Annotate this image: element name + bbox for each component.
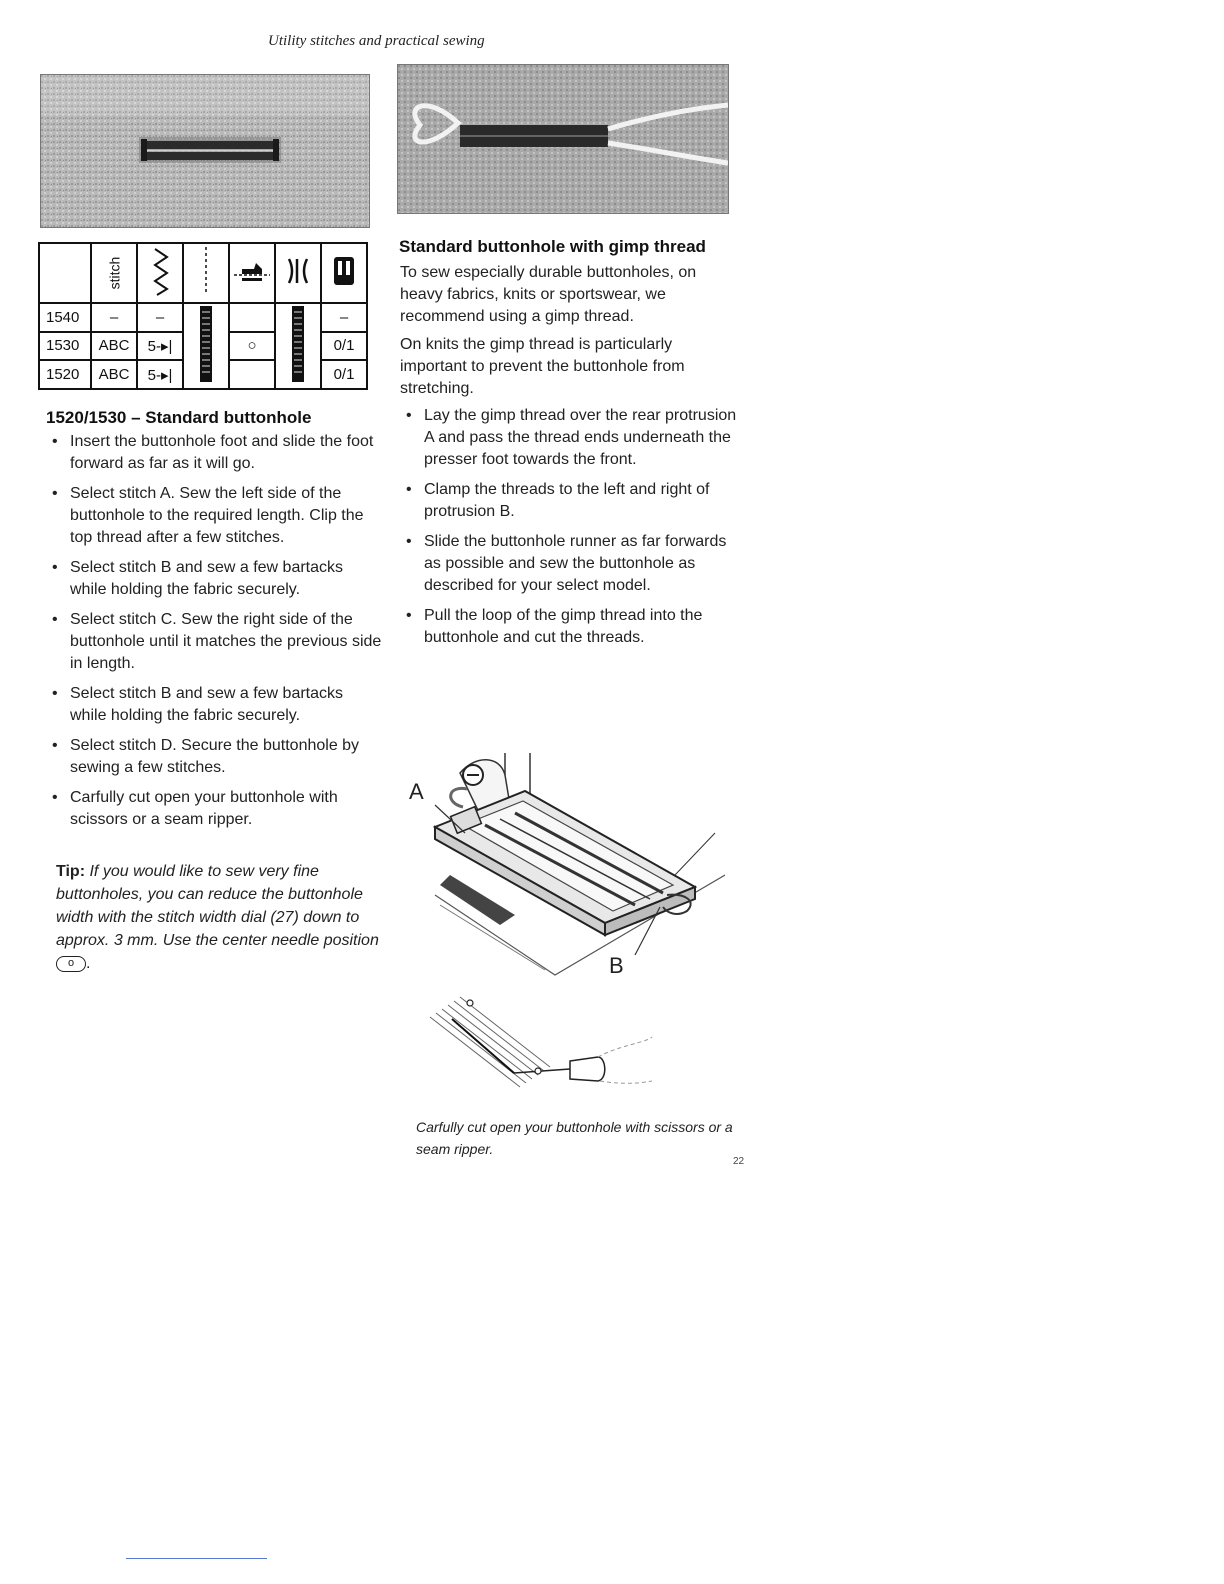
foot-cell: 0/1: [321, 360, 367, 389]
protrusion-b-label: B: [609, 953, 624, 978]
feed-dog-cell: [229, 303, 275, 332]
tip-text: If you would like to sew very fine buttonholes, you can reduce the buttonhole width with the stitch width dial (27) down to approx. 3 mm. Use the center needle position: [56, 863, 379, 949]
center-needle-position-icon: o: [56, 956, 86, 972]
stitch-cell: ABC: [91, 360, 137, 389]
length-cell: 5-▸|: [137, 360, 183, 389]
footer-rule: [126, 1558, 267, 1559]
list-item: • Pull the loop of the gimp thread into the buttonhole and cut the threads.: [402, 605, 737, 649]
stitch-width-header-cell: [183, 243, 229, 303]
buttonhole-foot-header-cell: [275, 243, 321, 303]
stitch-cell: ABC: [91, 332, 137, 361]
tip-box: Tip: If you would like to sew very fine buttonholes, you can reduce the buttonhole width with the stitch width dial (27) down to approx. 3 mm. Use the center needle position o .: [56, 863, 379, 972]
page-number: 22: [733, 1156, 745, 1167]
buttonhole-foot-drawing: [405, 745, 725, 985]
list-item: • Slide the buttonhole runner as far forwards as possible and sew the buttonhole as described for your select model.: [402, 531, 737, 597]
illustration-caption: Carfully cut open your buttonhole with scissors or a seam ripper.: [416, 1119, 733, 1157]
list-item: • Lay the gimp thread over the rear protrusion A and pass the thread ends underneath the presser foot towards the front.: [402, 405, 737, 471]
buttonhole-foot-illustration: [405, 745, 725, 985]
tip-label: Tip:: [56, 863, 86, 880]
stitch-cell: –: [91, 303, 137, 332]
presser-foot-header-cell: [321, 243, 367, 303]
model-cell: 1530: [39, 332, 91, 361]
buttonhole-photo-image: [41, 75, 369, 227]
gimp-buttonhole-photo-image: [398, 65, 728, 213]
presser-foot-icon: [329, 251, 359, 291]
standard-buttonhole-heading: 1520/1530 – Standard buttonhole: [46, 408, 312, 427]
stitch-length-header-cell: [137, 243, 183, 303]
table-corner-cell: [39, 243, 91, 303]
gimp-knits-paragraph: On knits the gimp thread is particularly important to prevent the buttonhole from stretching.: [400, 336, 685, 397]
list-item: • Select stitch B and sew a few bartacks while holding the fabric securely.: [48, 557, 383, 601]
stitch-width-icon: [191, 245, 221, 297]
feed-dog-cell: ○: [229, 332, 275, 361]
list-item: • Clamp the threads to the left and right of protrusion B.: [402, 479, 737, 523]
model-cell: 1520: [39, 360, 91, 389]
table-row: [39, 303, 367, 332]
feed-dog-icon: [232, 251, 272, 291]
feed-dog-header-cell: [229, 243, 275, 303]
buttonhole-stitch-bar-icon-2: [283, 304, 313, 384]
foot-cell: –: [321, 303, 367, 332]
running-header: Utility stitches and practical sewing: [268, 33, 485, 49]
length-cell: –: [137, 303, 183, 332]
buttonhole-symbol-icon: [281, 251, 315, 291]
gimp-buttonhole-photo: [397, 64, 729, 214]
stitch-column-label: stitch: [106, 256, 122, 289]
stitch-header-cell: [91, 243, 137, 303]
table-header-row: [39, 243, 367, 303]
stitch-length-icon: [145, 245, 175, 297]
buttonhole-stitch-bar-icon: [191, 304, 221, 384]
buttonhole-photo: [40, 74, 370, 228]
list-item: • Select stitch D. Secure the buttonhole by sewing a few stitches.: [48, 735, 383, 779]
feed-dog-cell: [229, 360, 275, 389]
length-cell: 5-▸|: [137, 332, 183, 361]
list-item: • Insert the buttonhole foot and slide the foot forward as far as it will go.: [48, 431, 383, 475]
seam-ripper-drawing: [420, 995, 670, 1105]
list-item: • Select stitch C. Sew the right side of the buttonhole until it matches the previous side in length.: [48, 609, 383, 675]
gimp-intro-paragraph: To sew especially durable buttonholes, on heavy fabrics, knits or sportswear, we recommend using a gimp thread.: [400, 264, 697, 325]
list-item: • Carfully cut open your buttonhole with scissors or a seam ripper.: [48, 787, 383, 831]
model-cell: 1540: [39, 303, 91, 332]
list-item: • Select stitch B and sew a few bartacks while holding the fabric securely.: [48, 683, 383, 727]
protrusion-a-label: A: [409, 779, 424, 804]
list-item: • Select stitch A. Sew the left side of the buttonhole to the required length. Clip the top thread after a few stitches.: [48, 483, 383, 549]
width-bar-cell: [183, 303, 229, 389]
seam-ripper-illustration: [420, 995, 670, 1105]
stitch-settings-table: [38, 242, 368, 390]
gimp-thread-heading: Standard buttonhole with gimp thread: [399, 237, 706, 256]
standard-buttonhole-steps: [48, 431, 383, 839]
foot-cell: 0/1: [321, 332, 367, 361]
buttonhole-bar-cell: [275, 303, 321, 389]
gimp-thread-steps: [402, 405, 737, 657]
